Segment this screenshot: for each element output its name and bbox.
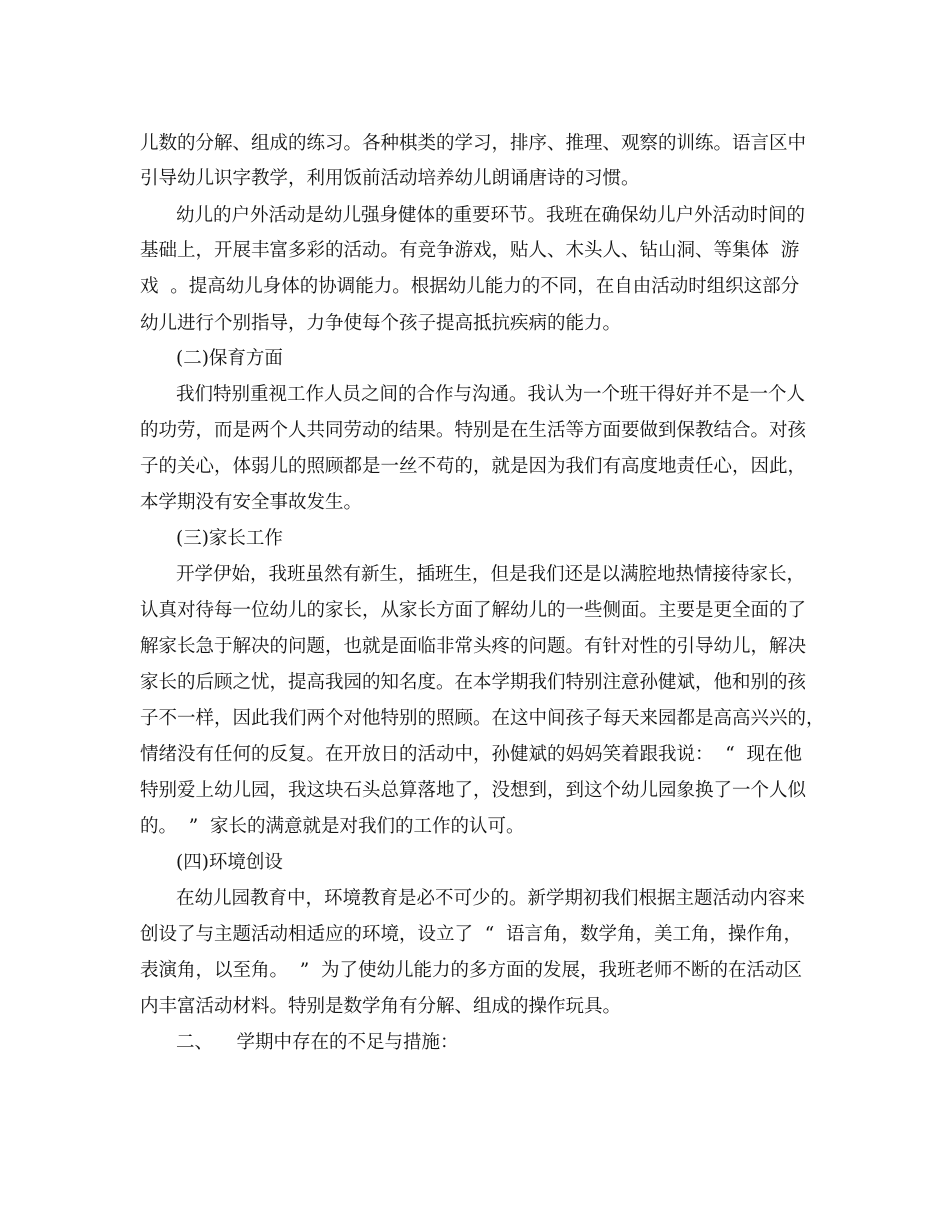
section-heading: (二)保育方面 [176,348,283,369]
text-line: 引导幼儿识字教学，利用饭前活动培养幼儿朗诵唐诗的习惯。 [140,168,640,189]
text-line: 戏 。提高幼儿身体的协调能力。根据幼儿能力的不同，在自由活动时组织这部分 [140,276,800,297]
section-heading: 二、 学期中存在的不足与措施： [176,1032,459,1053]
text-line: 基础上，开展丰富多彩的活动。有竞争游戏，贴人、木头人、钻山洞、等集体 游 [140,240,800,261]
text-line: 幼儿的户外活动是幼儿强身健体的重要环节。我班在确保幼儿户外活动时间的 [176,205,806,226]
text-line: 创设了与主题活动相适应的环境，设立了 “ 语言角，数学角，美工角，操作角， [140,924,802,945]
text-line: 的功劳，而是两个人共同劳动的结果。特别是在生活等方面要做到保教结合。对孩 [140,420,807,441]
section-heading: (三)家长工作 [176,528,283,549]
text-line: 子的关心，体弱儿的照顾都是一丝不苟的，就是因为我们有高度地责任心，因此， [140,456,807,477]
text-line: 本学期没有安全事故发生。 [140,492,363,513]
text-line: 的。 ” 家长的满意就是对我们的工作的认可。 [140,816,525,837]
text-line: 家长的后顾之忧，提高我园的知名度。在本学期我们特别注意孙健斌，他和别的孩 [140,672,807,693]
text-line: 解家长急于解决的问题，也就是面临非常头疼的问题。有针对性的引导幼儿，解决 [140,636,807,657]
text-line: 幼儿进行个别指导，力争使每个孩子提高抵抗疾病的能力。 [140,313,622,334]
text-line: 情绪没有任何的反复。在开放日的活动中，孙健斌的妈妈笑着跟我说： “ 现在他 [140,744,802,765]
text-line: 内丰富活动材料。特别是数学角有分解、组成的操作玩具。 [140,996,622,1017]
text-line: 儿数的分解、组成的练习。各种棋类的学习，排序、推理、观察的训练。语言区中 [140,133,807,154]
text-line: 认真对待每一位幼儿的家长，从家长方面了解幼儿的一些侧面。主要是更全面的了 [140,600,807,621]
text-line: 我们特别重视工作人员之间的合作与沟通。我认为一个班干得好并不是一个人 [176,384,806,405]
section-heading: (四)环境创设 [176,852,283,873]
text-line: 在幼儿园教育中，环境教育是必不可少的。新学期初我们根据主题活动内容来 [176,888,806,909]
text-line: 开学伊始，我班虽然有新生，插班生，但是我们还是以满腔地热情接待家长， [176,564,806,585]
text-line: 特别爱上幼儿园，我这块石头总算落地了，没想到，到这个幼儿园象换了一个人似 [140,780,807,801]
text-line: 表演角，以至角。 ” 为了使幼儿能力的多方面的发展，我班老师不断的在活动区 [140,960,802,981]
text-line: 子不一样，因此我们两个对他特别的照顾。在这中间孩子每天来园都是高高兴兴的， [140,708,825,729]
